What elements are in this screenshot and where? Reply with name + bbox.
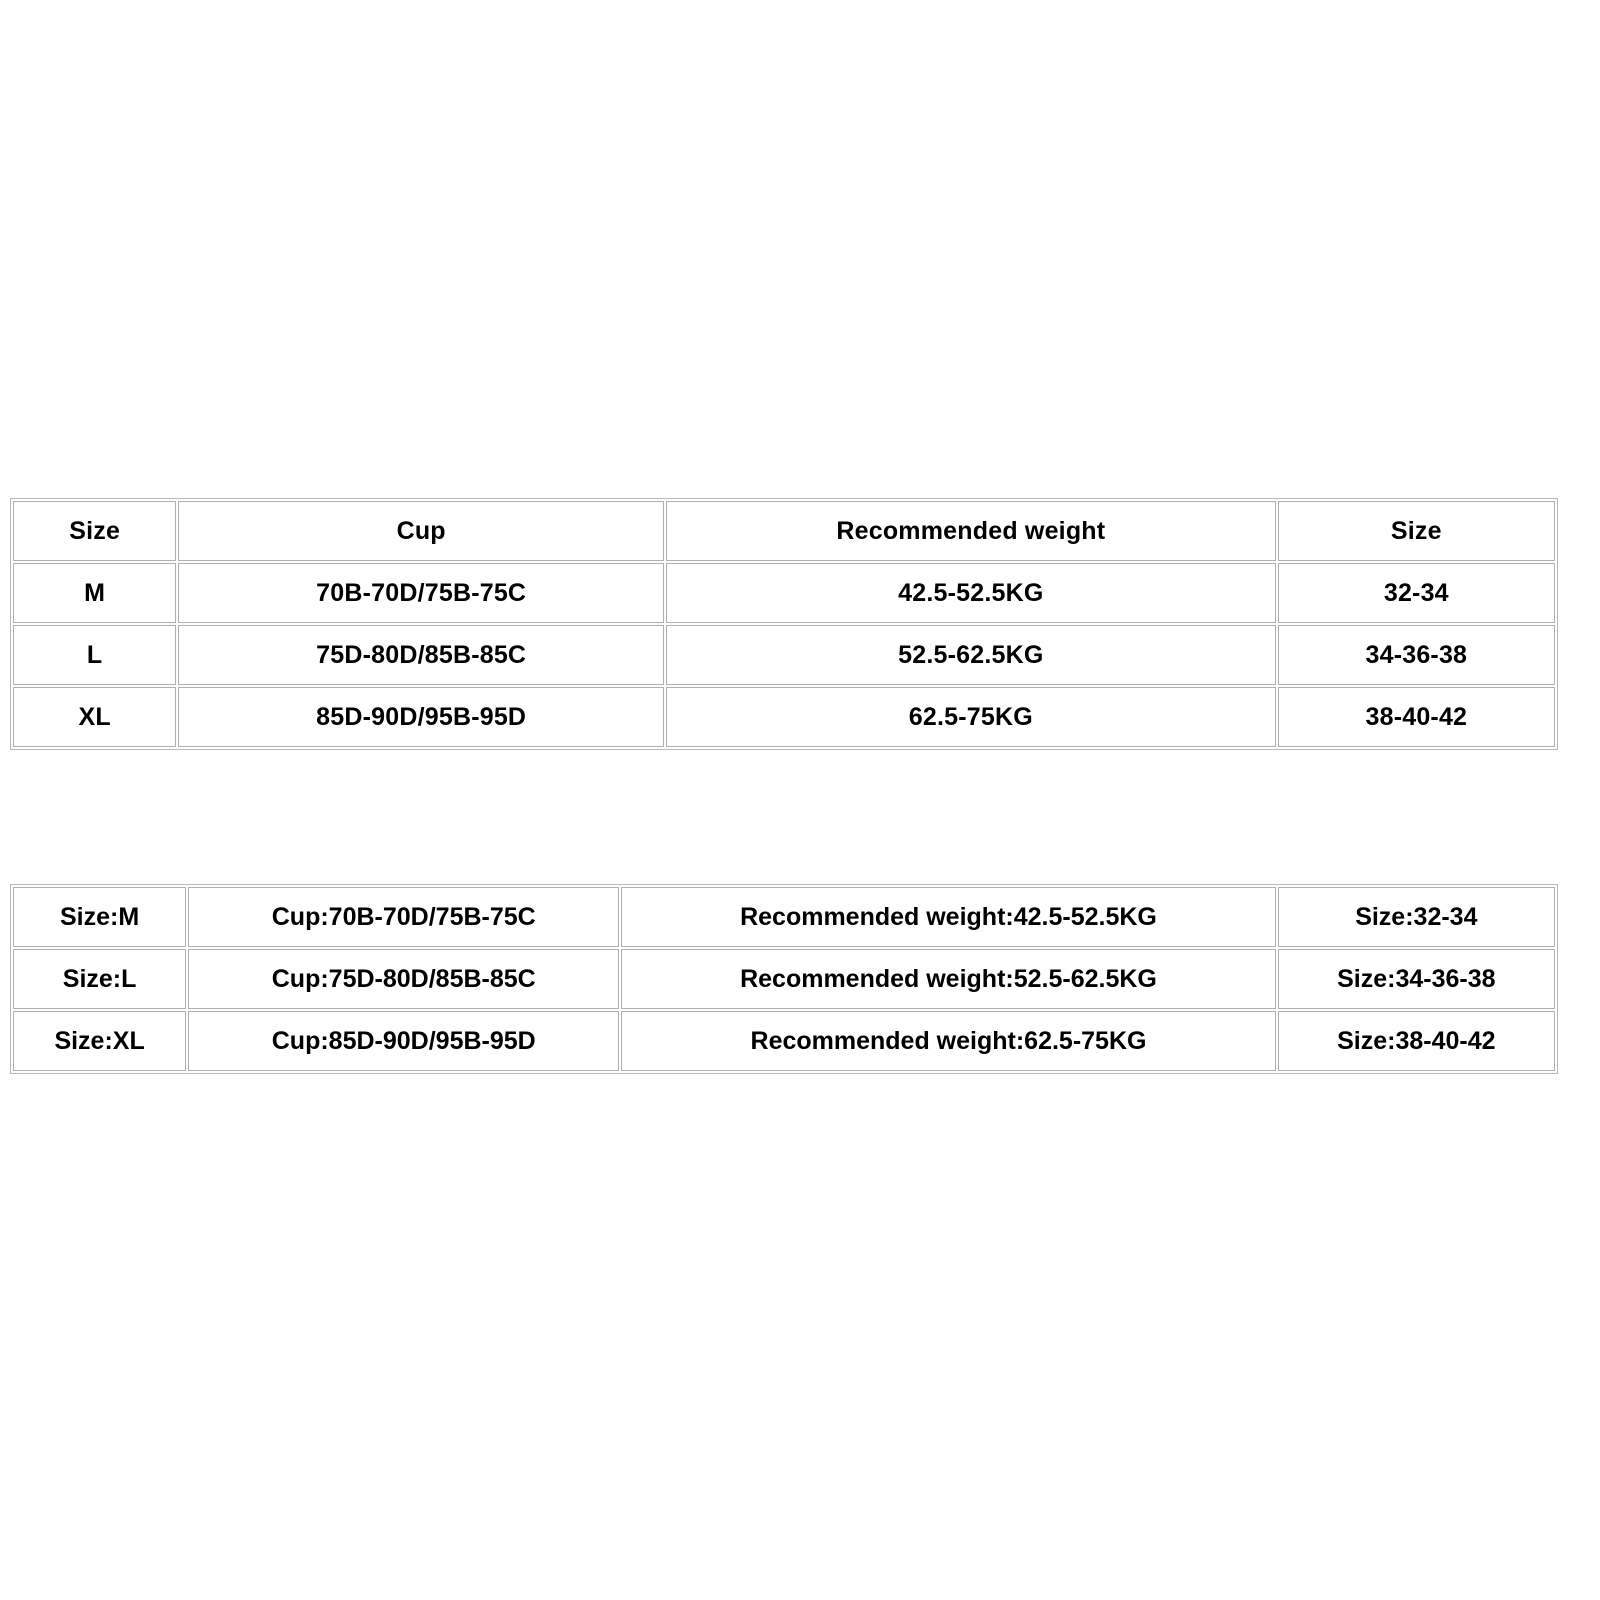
cell-weight-label: Recommended weight:52.5-62.5KG — [621, 949, 1275, 1009]
table-row — [13, 887, 1555, 947]
cell-cup-label: Cup:75D-80D/85B-85C — [188, 949, 619, 1009]
cell-size-numeric: 32-34 — [1278, 563, 1555, 623]
cell-weight: 62.5-75KG — [666, 687, 1276, 747]
table-row — [13, 625, 1555, 685]
table-row — [13, 687, 1555, 747]
cell-size-numeric-label: Size:32-34 — [1278, 887, 1555, 947]
cell-weight-label: Recommended weight:62.5-75KG — [621, 1011, 1275, 1071]
table-header-row — [13, 501, 1555, 561]
cell-size-numeric-label: Size:38-40-42 — [1278, 1011, 1555, 1071]
cell-size: L — [13, 625, 176, 685]
column-header-cup: Cup — [178, 501, 664, 561]
cell-weight-label: Recommended weight:42.5-52.5KG — [621, 887, 1275, 947]
cell-cup: 85D-90D/95B-95D — [178, 687, 664, 747]
cell-cup-label: Cup:70B-70D/75B-75C — [188, 887, 619, 947]
size-chart-table-plain — [10, 498, 1558, 750]
table-row — [13, 949, 1555, 1009]
table-row — [13, 1011, 1555, 1071]
cell-size-numeric: 38-40-42 — [1278, 687, 1555, 747]
column-header-size-numeric: Size — [1278, 501, 1555, 561]
cell-size-label: Size:L — [13, 949, 186, 1009]
cell-cup: 70B-70D/75B-75C — [178, 563, 664, 623]
cell-size: XL — [13, 687, 176, 747]
column-header-recommended-weight: Recommended weight — [666, 501, 1276, 561]
column-header-size: Size — [13, 501, 176, 561]
cell-weight: 52.5-62.5KG — [666, 625, 1276, 685]
cell-cup: 75D-80D/85B-85C — [178, 625, 664, 685]
cell-size: M — [13, 563, 176, 623]
cell-size-numeric-label: Size:34-36-38 — [1278, 949, 1555, 1009]
cell-weight: 42.5-52.5KG — [666, 563, 1276, 623]
size-chart-table-labeled — [10, 884, 1558, 1074]
cell-cup-label: Cup:85D-90D/95B-95D — [188, 1011, 619, 1071]
cell-size-label: Size:M — [13, 887, 186, 947]
table-row — [13, 563, 1555, 623]
cell-size-label: Size:XL — [13, 1011, 186, 1071]
cell-size-numeric: 34-36-38 — [1278, 625, 1555, 685]
